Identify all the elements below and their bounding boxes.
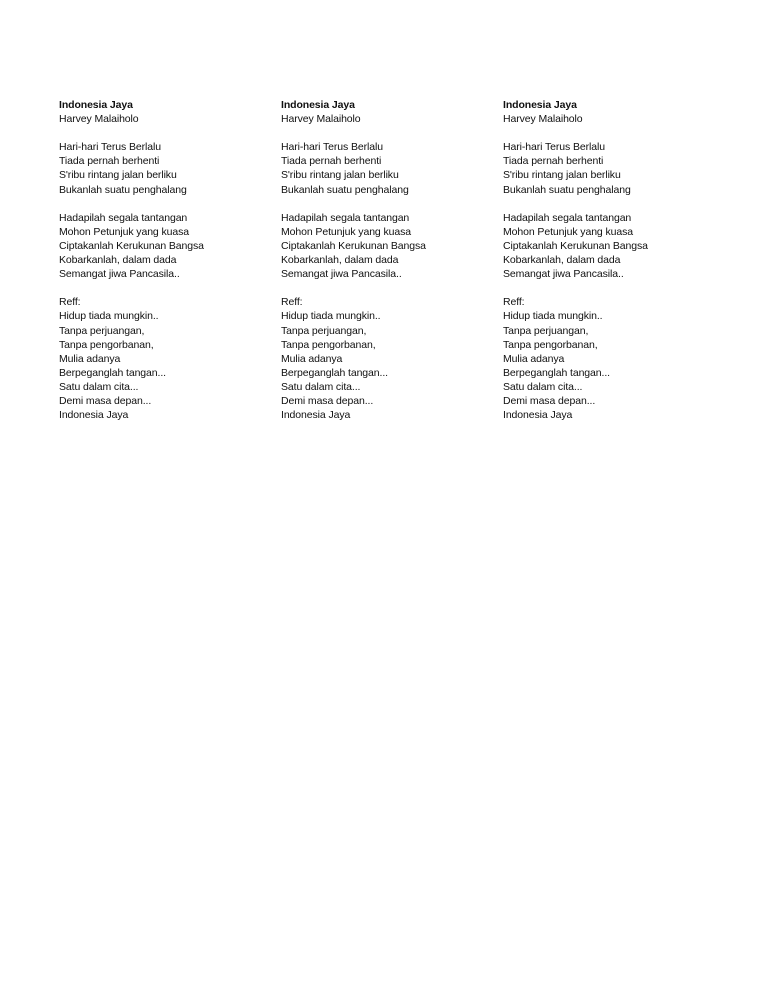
verse-1 xyxy=(503,140,703,196)
lyric-line: Indonesia Jaya xyxy=(281,409,351,422)
lyric-line: Bukanlah suatu penghalang xyxy=(503,183,631,196)
lyric-line: Kobarkanlah, dalam dada xyxy=(503,254,621,267)
song-title: Indonesia Jaya xyxy=(281,99,355,111)
chorus xyxy=(59,295,259,422)
chorus-label: Reff: xyxy=(503,296,525,309)
lyric-line: Mulia adanya xyxy=(281,352,343,365)
lyric-line: Mohon Petunjuk yang kuasa xyxy=(281,225,412,238)
verse-2 xyxy=(281,211,481,281)
lyric-line: Hari-hari Terus Berlalu xyxy=(59,141,161,154)
song-title: Indonesia Jaya xyxy=(503,99,577,111)
lyric-line: Tiada pernah berhenti xyxy=(281,155,382,168)
chorus-label: Reff: xyxy=(59,296,81,309)
lyric-line: Mohon Petunjuk yang kuasa xyxy=(503,225,634,238)
lyric-line: Hidup tiada mungkin.. xyxy=(281,310,381,323)
lyric-line: Satu dalam cita... xyxy=(59,380,139,393)
lyric-line: Tanpa perjuangan, xyxy=(59,324,145,337)
lyric-line: Mohon Petunjuk yang kuasa xyxy=(59,225,190,238)
lyric-line: Tanpa perjuangan, xyxy=(503,324,589,337)
lyric-line: Hari-hari Terus Berlalu xyxy=(503,141,605,154)
lyric-line: Berpeganglah tangan... xyxy=(59,366,166,379)
chorus-label: Reff: xyxy=(281,296,303,309)
lyric-line: Tanpa perjuangan, xyxy=(281,324,367,337)
lyric-line: Ciptakanlah Kerukunan Bangsa xyxy=(59,239,204,252)
lyrics-column-2 xyxy=(281,98,481,422)
song-author: Harvey Malaiholo xyxy=(59,113,139,126)
lyric-line: Indonesia Jaya xyxy=(59,409,129,422)
lyric-line: Satu dalam cita... xyxy=(281,380,361,393)
lyric-line: Demi masa depan... xyxy=(281,394,374,407)
song-author: Harvey Malaiholo xyxy=(281,113,361,126)
lyric-line: S'ribu rintang jalan berliku xyxy=(59,169,177,182)
lyric-line: Satu dalam cita... xyxy=(503,380,583,393)
lyric-line: Semangat jiwa Pancasila.. xyxy=(503,268,624,281)
lyric-line: Kobarkanlah, dalam dada xyxy=(281,254,399,267)
lyric-line: Berpeganglah tangan... xyxy=(281,366,388,379)
lyric-line: Bukanlah suatu penghalang xyxy=(281,183,409,196)
lyric-line: Kobarkanlah, dalam dada xyxy=(59,254,177,267)
lyric-line: Demi masa depan... xyxy=(503,394,596,407)
lyrics-column-3 xyxy=(503,98,703,422)
lyric-line: Demi masa depan... xyxy=(59,394,152,407)
lyric-line: Hari-hari Terus Berlalu xyxy=(281,141,383,154)
lyric-line: Mulia adanya xyxy=(503,352,565,365)
verse-1 xyxy=(59,140,259,196)
verse-2 xyxy=(59,211,259,281)
lyric-line: Ciptakanlah Kerukunan Bangsa xyxy=(281,239,426,252)
lyric-line: Tiada pernah berhenti xyxy=(503,155,604,168)
lyric-line: Tiada pernah berhenti xyxy=(59,155,160,168)
lyric-line: Hadapilah segala tantangan xyxy=(503,211,632,224)
lyric-line: S'ribu rintang jalan berliku xyxy=(503,169,621,182)
lyric-line: Tanpa pengorbanan, xyxy=(281,338,376,351)
lyric-line: Ciptakanlah Kerukunan Bangsa xyxy=(503,239,648,252)
chorus xyxy=(281,295,481,422)
lyric-line: Indonesia Jaya xyxy=(503,409,573,422)
song-title: Indonesia Jaya xyxy=(59,99,133,111)
lyric-line: Hadapilah segala tantangan xyxy=(59,211,188,224)
lyric-line: Hidup tiada mungkin.. xyxy=(59,310,159,323)
verse-2 xyxy=(503,211,703,281)
lyric-line: Hadapilah segala tantangan xyxy=(281,211,410,224)
lyric-line: Semangat jiwa Pancasila.. xyxy=(281,268,402,281)
lyric-line: Berpeganglah tangan... xyxy=(503,366,610,379)
lyric-line: Hidup tiada mungkin.. xyxy=(503,310,603,323)
verse-1 xyxy=(281,140,481,196)
lyric-line: Tanpa pengorbanan, xyxy=(59,338,154,351)
lyric-line: Semangat jiwa Pancasila.. xyxy=(59,268,180,281)
lyrics-column-1 xyxy=(59,98,259,422)
chorus xyxy=(503,295,703,422)
lyric-line: S'ribu rintang jalan berliku xyxy=(281,169,399,182)
lyric-line: Mulia adanya xyxy=(59,352,121,365)
lyric-line: Bukanlah suatu penghalang xyxy=(59,183,187,196)
song-author: Harvey Malaiholo xyxy=(503,113,583,126)
lyric-line: Tanpa pengorbanan, xyxy=(503,338,598,351)
